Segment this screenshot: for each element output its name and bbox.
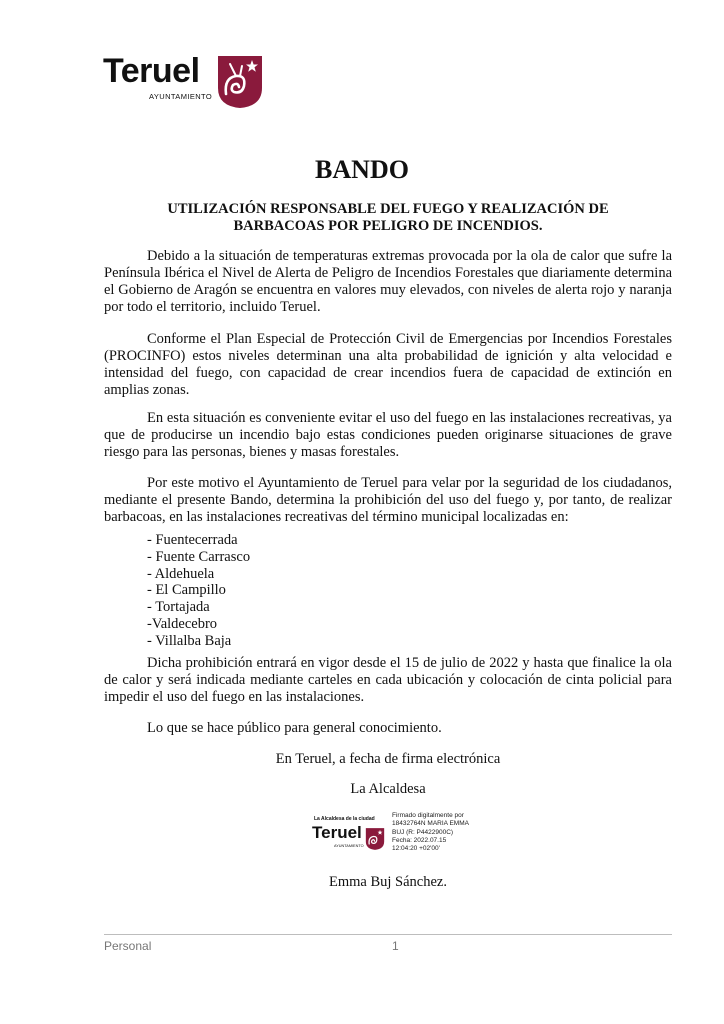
subtitle-line-2: BARBACOAS POR PELIGRO DE INCENDIOS. xyxy=(233,218,543,234)
stamp-logo-subtitle: AYUNTAMIENTO xyxy=(334,844,364,848)
list-item: - Aldehuela xyxy=(147,565,215,582)
list-item: -Valdecebro xyxy=(147,615,218,632)
signature-line: 18432764N MARIA EMMA xyxy=(392,820,469,828)
list-item: - Fuente Carrasco xyxy=(147,548,251,565)
body-paragraph-2: Conforme el Plan Especial de Protección Civil de Emergencias por Incendios Forestales (PROCINFO) estos niveles determinan una alta probabilidad de ignición y alta velocidad e intensidad del fuego, con capacidad de crear incendios fuera de capacidad de extinción en amplias zonas. xyxy=(104,331,672,398)
locations-list xyxy=(147,532,250,650)
teruel-logo xyxy=(103,52,268,116)
footer-divider xyxy=(104,934,672,935)
page-number: 1 xyxy=(392,939,399,953)
closing-paragraph-1: Dicha prohibición entrará en vigor desde el 15 de julio de 2022 y hasta que finalice la ola de calor y será indicada mediante carteles en cada ubicación y colocación de cinta policial para impedir el uso del fuego en las instalaciones. xyxy=(104,655,672,705)
stamp-caption: La Alcaldesa de la ciudad xyxy=(314,816,375,822)
place-date: En Teruel, a fecha de firma electrónica xyxy=(275,751,501,767)
signer-name: Emma Buj Sánchez. xyxy=(329,874,447,890)
document-title: BANDO xyxy=(315,155,409,184)
body-paragraph-4: Por este motivo el Ayuntamiento de Teruel para velar por la seguridad de los ciudadanos, mediante el presente Bando, determina la prohibición del uso del fuego y, por tanto, de realizar barbacoas, en las instalaciones recreativas del término municipal localizadas en: xyxy=(104,475,672,525)
list-item: - Fuentecerrada xyxy=(147,532,238,548)
signature-line: Fecha: 2022.07.15 xyxy=(392,836,447,844)
signature-line: Firmado digitalmente por xyxy=(392,812,464,819)
subtitle-line-1: UTILIZACIÓN RESPONSABLE DEL FUEGO Y REALIZACIÓN DE xyxy=(167,201,609,217)
stamp-logo-wordmark: Teruel xyxy=(312,823,362,842)
list-item: - Tortajada xyxy=(147,599,210,616)
stamp-shield-icon xyxy=(365,825,385,853)
body-paragraph-3: En esta situación es conveniente evitar el uso del fuego en las instalaciones recreativas, ya que de producirse un incendio bajo estas condiciones pueden originarse situaciones de grave riesgo para las personas, bienes y masas forestales. xyxy=(104,410,672,460)
digital-signature-stamp xyxy=(312,812,492,860)
list-item: - El Campillo xyxy=(147,582,226,599)
signature-details xyxy=(392,812,492,853)
document-subtitle xyxy=(104,201,672,235)
footer-label: Personal xyxy=(104,939,152,953)
logo-wordmark: Teruel xyxy=(103,52,200,90)
signature-line: BUJ (R: P4422900C) xyxy=(392,828,454,836)
list-item: - Villalba Baja xyxy=(147,632,232,649)
teruel-shield-icon xyxy=(216,54,264,110)
signature-line: 12:04:20 +02'00' xyxy=(392,845,440,853)
signer-role: La Alcaldesa xyxy=(350,781,426,797)
body-paragraph-1: Debido a la situación de temperaturas extremas provocada por la ola de calor que sufre la Península Ibérica el Nivel de Alerta de Peligro de Incendios Forestales que diariamente determina el Gobierno de Aragón se encuentra en valores muy elevados, con niveles de alerta rojo y naranja por todo el territorio, incluido Teruel. xyxy=(104,248,672,315)
logo-subtitle: AYUNTAMIENTO xyxy=(149,92,213,101)
closing-paragraph-2: Lo que se hace público para general conocimiento. xyxy=(147,720,442,736)
